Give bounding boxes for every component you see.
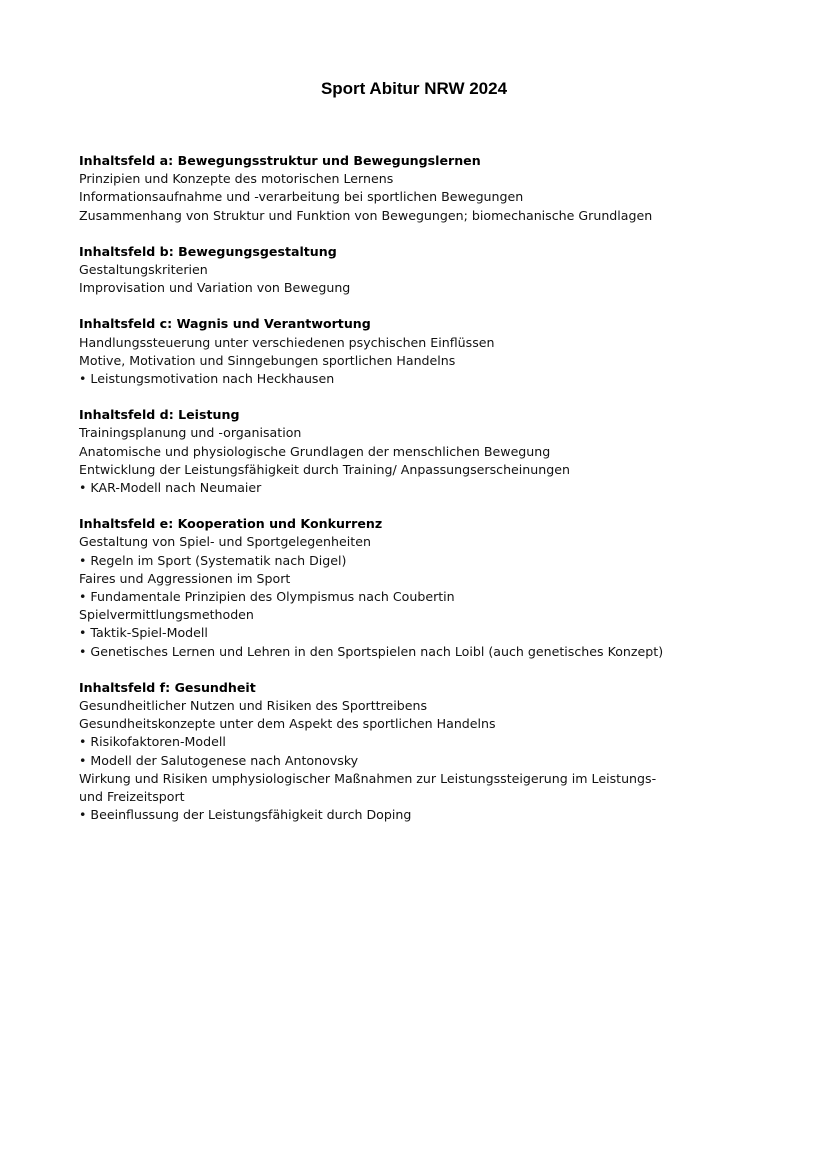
bullet-item: • Leistungsmotivation nach Heckhausen (79, 371, 335, 387)
bullet-item: • Fundamentale Prinzipien des Olympismus nach Coubertin (79, 589, 455, 605)
section-heading: Inhaltsfeld b: Bewegungsgestaltung (79, 243, 337, 259)
section-e (79, 515, 759, 661)
content-line: Anatomische und physiologische Grundlagen der menschlichen Bewegung (79, 443, 551, 459)
section-heading: Inhaltsfeld f: Gesundheit (79, 679, 256, 695)
section-f (79, 679, 759, 825)
bullet-item: • KAR-Modell nach Neumaier (79, 480, 262, 496)
bullet-item: • Beeinflussung der Leistungsfähigkeit durch Doping (79, 807, 412, 823)
content-line: Trainingsplanung und -organisation (79, 425, 302, 441)
bullet-item: • Genetisches Lernen und Lehren in den Sportspielen nach Loibl (auch genetisches Konzept) (79, 643, 664, 659)
section-d (79, 406, 759, 497)
content-line: Handlungssteuerung unter verschiedenen psychischen Einflüssen (79, 334, 495, 350)
content-line: Informationsaufnahme und -verarbeitung bei sportlichen Bewegungen (79, 189, 524, 205)
section-heading: Inhaltsfeld a: Bewegungsstruktur und Bewegungslernen (79, 153, 481, 168)
bullet-item: • Regeln im Sport (Systematik nach Digel) (79, 552, 347, 568)
content-line: Zusammenhang von Struktur und Funktion von Bewegungen; biomechanische Grundlagen (79, 207, 653, 223)
content-line: Gesundheitlicher Nutzen und Risiken des Sporttreibens (79, 698, 428, 714)
content-line: Wirkung und Risiken umphysiologischer Maßnahmen zur Leistungssteigerung im Leistungs- und Freizeitsport (79, 770, 657, 805)
content-line: Spielvermittlungsmethoden (79, 607, 254, 623)
document-title: Sport Abitur NRW 2024 (320, 79, 508, 98)
document-content (79, 152, 759, 843)
section-heading: Inhaltsfeld c: Wagnis und Verantwortung (79, 316, 371, 332)
bullet-item: • Taktik-Spiel-Modell (79, 625, 208, 641)
content-line: Gestaltungskriterien (79, 262, 208, 278)
content-line: Entwicklung der Leistungsfähigkeit durch Training/ Anpassungserscheinungen (79, 461, 570, 477)
section-heading: Inhaltsfeld e: Kooperation und Konkurrenz (79, 516, 383, 532)
bullet-item: • Risikofaktoren-Modell (79, 734, 226, 750)
section-c (79, 315, 759, 388)
content-line: Faires und Aggressionen im Sport (79, 570, 291, 586)
content-line: Gestaltung von Spiel- und Sportgelegenheiten (79, 534, 371, 550)
section-heading: Inhaltsfeld d: Leistung (79, 407, 240, 423)
content-line: Motive, Motivation und Sinngebungen sportlichen Handelns (79, 352, 456, 368)
bullet-item: • Modell der Salutogenese nach Antonovsky (79, 752, 359, 768)
content-line: Improvisation und Variation von Bewegung (79, 280, 351, 296)
content-line: Prinzipien und Konzepte des motorischen Lernens (79, 171, 394, 187)
section-b (79, 243, 759, 298)
section-a (79, 152, 759, 225)
content-line: Gesundheitskonzepte unter dem Aspekt des sportlichen Handelns (79, 716, 496, 732)
